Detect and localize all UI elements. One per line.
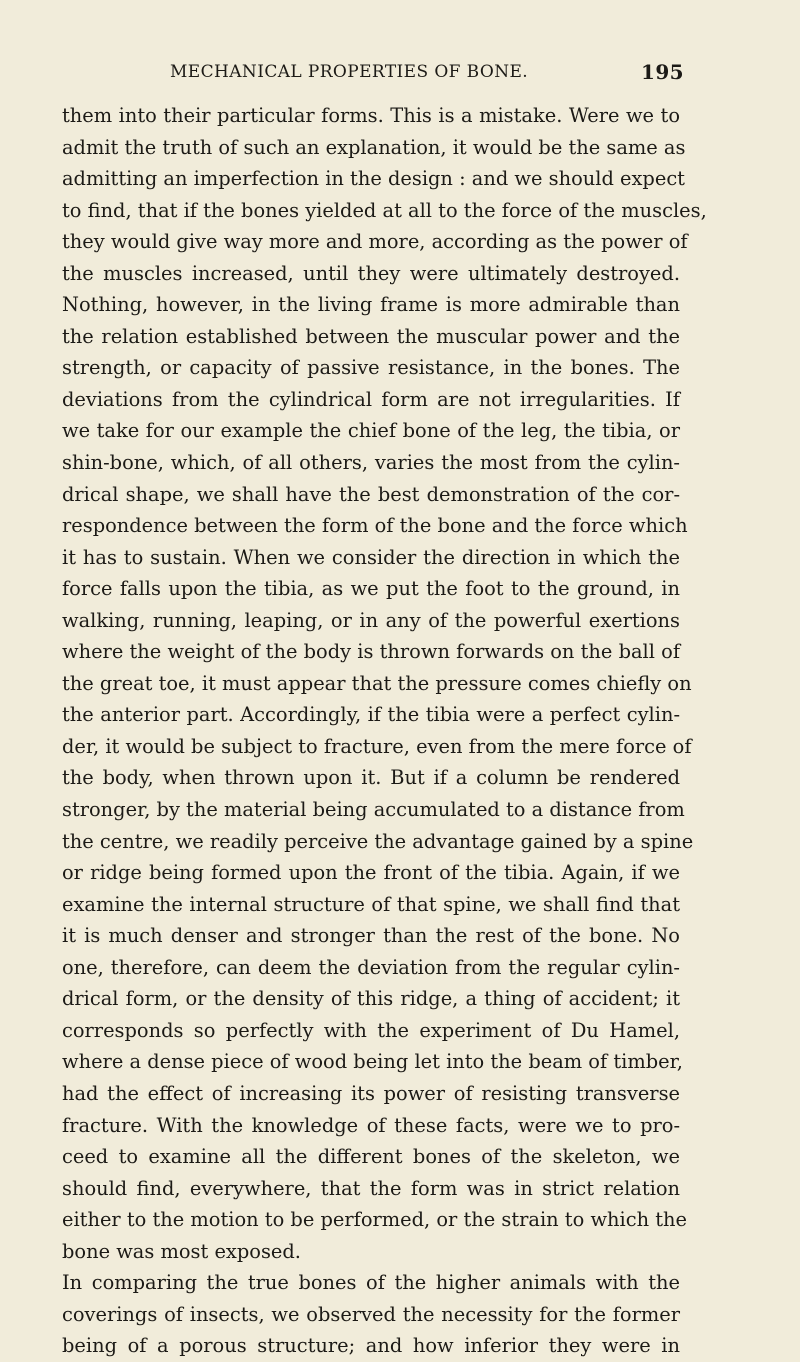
text-line: being of a porous structure; and how inferior they were in <box>62 1334 680 1358</box>
text-line: deviations from the cylindrical form are not irregularities. If <box>62 387 680 411</box>
text-line: one, therefore, can deem the deviation from the regular cylin- <box>62 955 680 979</box>
text-line: the relation established between the muscular power and the <box>62 324 680 348</box>
text-line: to find, that if the bones yielded at all to the force of the muscles, <box>62 198 707 222</box>
text-line: or ridge being formed upon the front of the tibia. Again, if we <box>62 861 680 885</box>
running-head <box>170 62 684 92</box>
text-line: ceed to examine all the different bones of the skeleton, we <box>62 1145 680 1169</box>
running-title: MECHANICAL PROPERTIES OF BONE. <box>170 62 529 82</box>
text-line: strength, or capacity of passive resistance, in the bones. The <box>62 356 680 380</box>
text-line: we take for our example the chief bone of the leg, the tibia, or <box>62 419 680 443</box>
text-line: admitting an imperfection in the design : and we should expect <box>62 167 685 191</box>
text-line: bone was most exposed. <box>62 1239 301 1263</box>
text-line: the great toe, it must appear that the pressure comes chiefly on <box>62 671 692 695</box>
text-line: walking, running, leaping, or in any of the powerful exertions <box>62 608 680 632</box>
text-line: admit the truth of such an explanation, it would be the same as <box>62 135 686 159</box>
text-line: examine the internal structure of that spine, we shall find that <box>62 892 680 916</box>
text-line: Nothing, however, in the living frame is more admirable than <box>62 293 680 317</box>
text-line: should find, everywhere, that the form was in strict relation <box>62 1176 680 1200</box>
text-line: it is much denser and stronger than the rest of the bone. No <box>62 924 680 948</box>
text-line: had the effect of increasing its power of resisting transverse <box>62 1081 680 1105</box>
text-line: the muscles increased, until they were ultimately destroyed. <box>62 261 680 285</box>
text-line: where a dense piece of wood being let into the beam of timber, <box>62 1050 683 1074</box>
text-line: drical form, or the density of this ridge, a thing of accident; it <box>62 987 680 1011</box>
body-text <box>62 100 707 1362</box>
text-line: coverings of insects, we observed the necessity for the former <box>62 1302 680 1326</box>
text-line: der, it would be subject to fracture, even from the mere force of <box>62 734 692 758</box>
text-line: the anterior part. Accordingly, if the tibia were a perfect cylin- <box>62 703 680 727</box>
text-line: the body, when thrown upon it. But if a column be rendered <box>62 766 680 790</box>
text-line: stronger, by the material being accumulated to a distance from <box>62 798 685 822</box>
text-line: it has to sustain. When we consider the direction in which the <box>62 545 680 569</box>
text-line: respondence between the form of the bone and the force which <box>62 514 688 538</box>
text-line: the centre, we readily perceive the advantage gained by a spine <box>62 829 694 853</box>
page-number: 195 <box>641 60 684 84</box>
text-line: either to the motion to be performed, or the strain to which the <box>62 1208 687 1232</box>
text-line: drical shape, we shall have the best demonstration of the cor- <box>62 482 680 506</box>
text-line: corresponds so perfectly with the experiment of Du Hamel, <box>62 1018 680 1042</box>
text-line: where the weight of the body is thrown forwards on the ball of <box>62 640 680 664</box>
text-line: them into their particular forms. This is a mistake. Were we to <box>62 104 680 127</box>
text-line: In comparing the true bones of the higher animals with the <box>62 1271 680 1295</box>
text-line: shin-bone, which, of all others, varies the most from the cylin- <box>62 451 680 475</box>
text-line: force falls upon the tibia, as we put the foot to the ground, in <box>62 577 680 601</box>
text-line: fracture. With the knowledge of these facts, were we to pro- <box>62 1113 680 1137</box>
text-line: they would give way more and more, according as the power of <box>62 230 688 254</box>
